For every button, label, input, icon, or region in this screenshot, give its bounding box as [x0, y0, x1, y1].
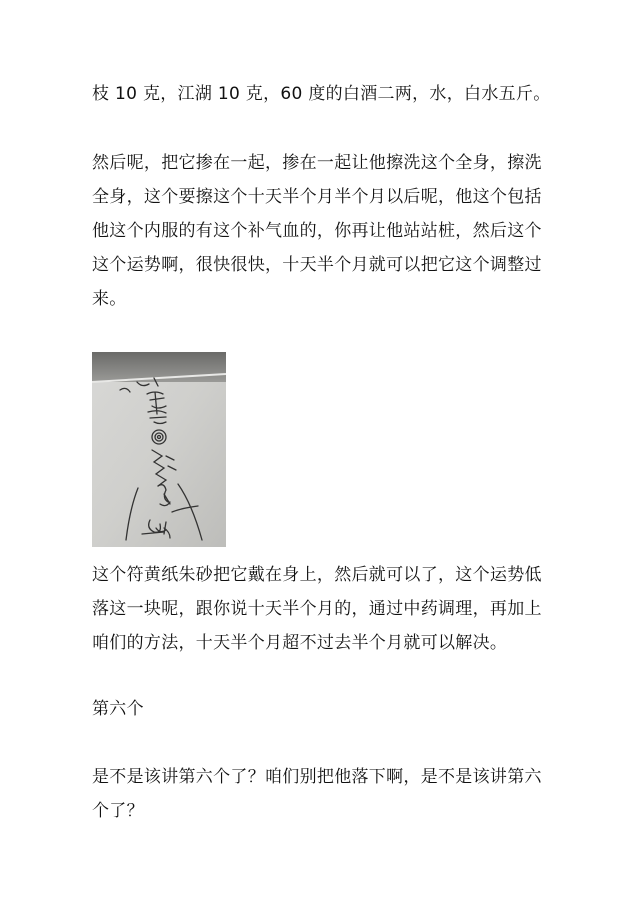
section-heading: 第六个 [92, 699, 144, 719]
text-line: 这个运势啊，很快很快，十天半个月就可以把它这个调整过 [92, 255, 542, 275]
text-line: 个了？ [92, 801, 144, 821]
text-line: 落这一块呢，跟你说十天半个月的，通过中药调理，再加上 [92, 599, 542, 619]
text-line: 他这个内服的有这个补气血的，你再让他站站桩，然后这个 [92, 221, 542, 241]
text-line: 是不是该讲第六个了？咱们别把他落下啊，是不是该讲第六 [92, 767, 542, 787]
text-line: 全身，这个要擦这个十天半个月半个月以后呢，他这个包括 [92, 187, 542, 207]
text-line: 然后呢，把它掺在一起，掺在一起让他擦洗这个全身，擦洗 [92, 153, 542, 173]
talisman-drawing [92, 352, 226, 547]
text-line: 来。 [92, 289, 127, 309]
text-line: 咱们的方法，十天半个月超不过去半个月就可以解决。 [92, 633, 508, 653]
talisman-photo [92, 352, 226, 547]
text-line: 枝 10 克，江湖 10 克，60 度的白酒二两，水，白水五斤。 [92, 84, 551, 104]
text-line: 这个符黄纸朱砂把它戴在身上，然后就可以了，这个运势低 [92, 565, 542, 585]
